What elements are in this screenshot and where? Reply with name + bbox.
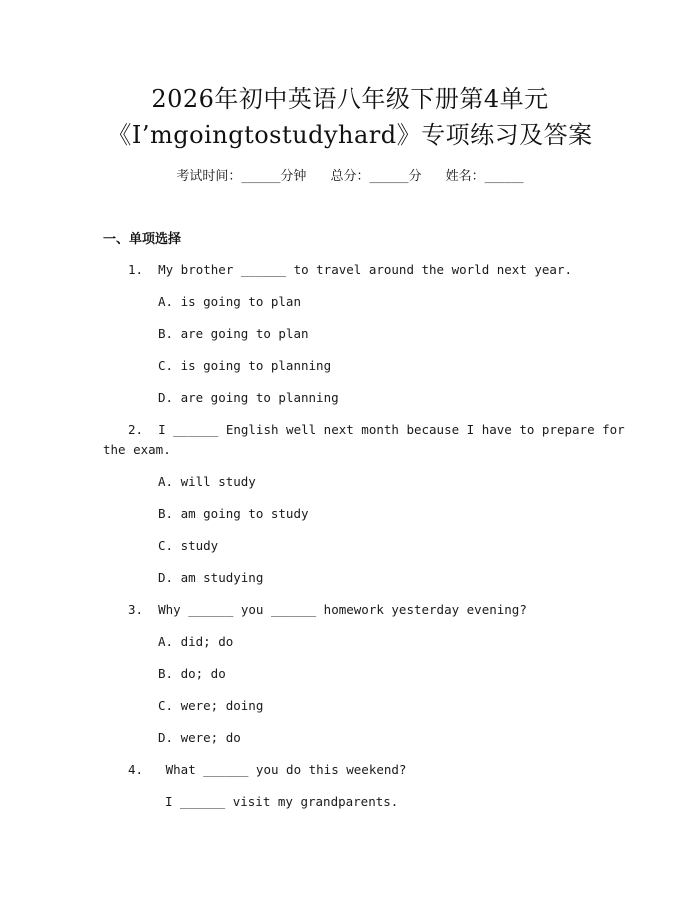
section-heading: 一、单项选择 bbox=[103, 232, 182, 247]
question-3-option-b: B. do; do bbox=[158, 666, 226, 681]
question-4-response: I ______ visit my grandparents. bbox=[165, 794, 399, 809]
question-2-continuation: the exam. bbox=[103, 442, 171, 457]
question-2-option-d: D. am studying bbox=[158, 570, 264, 585]
document-title-line1: 2026年初中英语八年级下册第4单元 bbox=[151, 85, 549, 113]
question-1-option-c: C. is going to planning bbox=[158, 358, 332, 373]
student-name-field: 姓名：______ bbox=[445, 169, 524, 184]
exam-meta bbox=[0, 168, 700, 186]
question-1-option-d: D. are going to planning bbox=[158, 390, 339, 405]
exam-time-field: 考试时间：______分钟 bbox=[176, 169, 307, 184]
question-2-option-b: B. am going to study bbox=[158, 506, 309, 521]
document-title-line2: 《I’mgoingtostudyhard》专项练习及答案 bbox=[107, 121, 593, 149]
total-score-field: 总分：______分 bbox=[330, 169, 422, 184]
question-2-option-c: C. study bbox=[158, 538, 219, 553]
question-4: 4. What ______ you do this weekend? bbox=[128, 762, 407, 777]
question-1-option-b: B. are going to plan bbox=[158, 326, 309, 341]
question-3-option-d: D. were; do bbox=[158, 730, 241, 745]
question-2-option-a: A. will study bbox=[158, 474, 256, 489]
question-1-option-a: A. is going to plan bbox=[158, 294, 301, 309]
question-3: 3. Why ______ you ______ homework yesterday evening? bbox=[128, 602, 527, 617]
question-3-option-c: C. were; doing bbox=[158, 698, 264, 713]
question-3-option-a: A. did; do bbox=[158, 634, 234, 649]
question-1: 1. My brother ______ to travel around the world next year. bbox=[128, 262, 573, 277]
question-2: 2. I ______ English well next month because I have to prepare for bbox=[128, 422, 625, 437]
